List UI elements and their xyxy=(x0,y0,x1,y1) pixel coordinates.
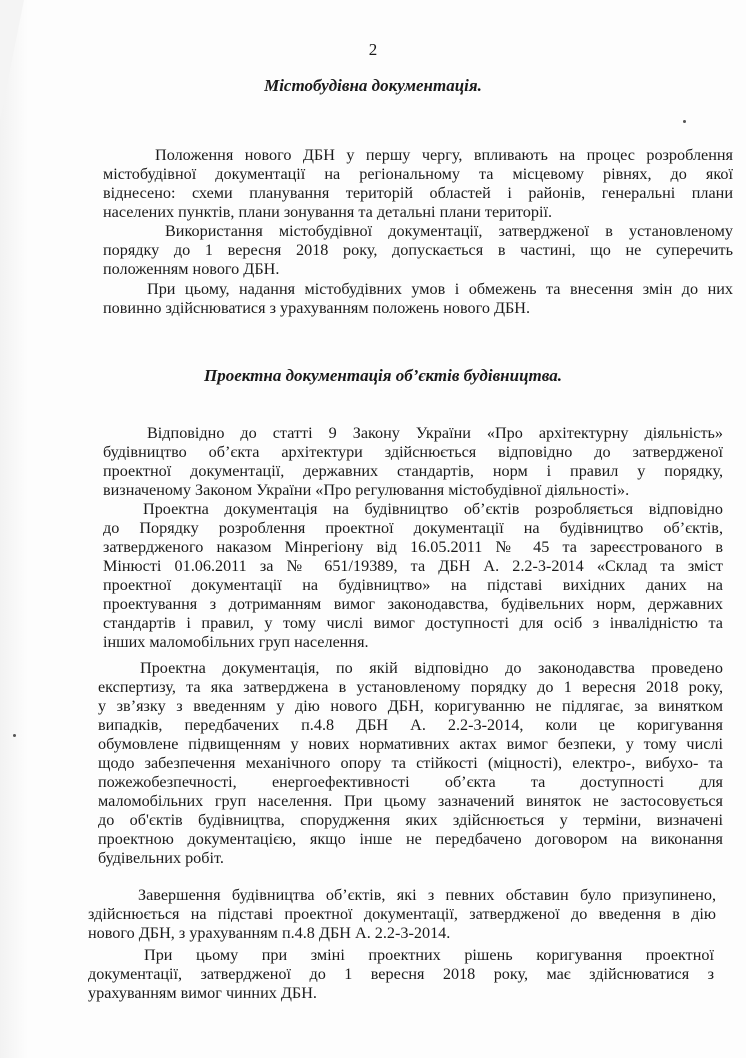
page-number: 2 xyxy=(368,40,378,59)
text-line: Проектна документація, по якій відповідно до законодавства проведено xyxy=(140,659,723,677)
text-line: здійснюється на підставі проектної документації, затвердженої до введення в дію xyxy=(88,905,716,923)
paragraph-1 xyxy=(103,146,733,222)
text-line: будівництво об’єкта архітектури здійснюється відповідно до затвердженої xyxy=(103,443,723,461)
text-line: Завершення будівництва об’єктів, які з певних обставин було призупинено, xyxy=(138,886,716,904)
paragraph-2 xyxy=(103,222,733,279)
text-line: Положення нового ДБН у першу чергу, впливають на процес розроблення xyxy=(155,146,733,164)
text-line: Проектна документація на будівництво об’єктів розробляється відповідно xyxy=(143,500,723,518)
text-line: до об'єктів будівництва, спорудження яких здійснюється у терміни, визначені xyxy=(98,811,723,829)
scan-edge-shadow xyxy=(0,0,28,1058)
text-line: повинно здійснюватися з урахуванням положень нового ДБН. xyxy=(103,299,531,317)
text-line: будівельних робіт. xyxy=(98,849,224,867)
text-line: проектної документації на будівництво» на підставі вихідних даних на xyxy=(103,576,723,594)
text-line: у зв’язку з введенням у дію нового ДБН, коригуванню не підлягає, за винятком xyxy=(98,697,723,715)
paragraph-5 xyxy=(103,500,723,652)
text-line: проектування з дотриманням вимог законодавства, будівельних норм, державних xyxy=(103,595,723,613)
text-line: документації, затвердженої до 1 вересня 2018 року, має здійснюватися з xyxy=(88,965,714,983)
text-line: При цьому, надання містобудівних умов і обмежень та внесення змін до них xyxy=(147,280,733,298)
section-title-project-documentation: Проектна документація об’єктів будівництва. xyxy=(204,366,562,385)
text-line: положенням нового ДБН. xyxy=(103,260,280,278)
paragraph-8 xyxy=(88,946,714,1003)
text-line: містобудівної документації на регіональному та місцевому рівнях, до якої xyxy=(103,165,733,183)
text-line: населених пунктів, плани зонування та детальні плани території. xyxy=(103,203,552,221)
paragraph-4 xyxy=(103,424,723,500)
text-line: Використання містобудівної документації, затвердженої в установленому xyxy=(165,222,733,240)
paragraph-6 xyxy=(98,659,723,868)
text-line: урахуванням вимог чинних ДБН. xyxy=(88,984,317,1002)
text-line: віднесено: схеми планування територій областей і районів, генеральні плани xyxy=(103,184,733,202)
text-line: випадків, передбачених п.4.8 ДБН А. 2.2-3-2014, коли це коригування xyxy=(98,716,723,734)
text-line: визначеному Законом України «Про регулювання містобудівної діяльності». xyxy=(103,481,630,499)
text-line: щодо забезпечення механічного опору та стійкості (міцності), електро-, вибухо- та xyxy=(98,754,723,772)
scan-speck xyxy=(13,734,16,737)
paragraph-3 xyxy=(103,280,733,318)
scan-speck xyxy=(683,120,686,123)
scan-corner-fold xyxy=(0,0,24,120)
text-line: При цьому при зміні проектних рішень коригування проектної xyxy=(144,946,714,964)
paragraph-7 xyxy=(88,886,716,943)
text-line: проектної документації, державних стандартів, норм і правил у порядку, xyxy=(103,462,723,480)
text-line: стандартів і правил, у тому числі вимог доступності для осіб з інвалідністю та xyxy=(103,614,723,632)
text-line: пожежобезпечності, енергоефективності об’єкта та доступності для xyxy=(98,773,723,791)
text-line: Мінюсті 01.06.2011 за № 651/19389, та ДБН А. 2.2-3-2014 «Склад та зміст xyxy=(103,557,723,575)
text-line: експертизу, та яка затверджена в установленому порядку до 1 вересня 2018 року, xyxy=(98,678,723,696)
text-line: проектною документацією, якщо інше не передбачено договором на виконання xyxy=(98,830,723,848)
section-title-urban-planning: Містобудівна документація. xyxy=(264,76,482,95)
text-line: маломобільних груп населення. При цьому зазначений виняток не застосовується xyxy=(98,792,723,810)
text-line: до Порядку розроблення проектної документації на будівництво об’єктів, xyxy=(103,519,723,537)
text-line: Відповідно до статті 9 Закону України «Про архітектурну діяльність» xyxy=(147,424,723,442)
text-line: інших маломобільних груп населення. xyxy=(103,633,369,651)
text-line: обумовлене підвищенням у нових нормативних актах вимог безпеки, у тому числі xyxy=(98,735,723,753)
text-line: затвердженого наказом Мінрегіону від 16.05.2011 № 45 та зареєстрованого в xyxy=(103,538,723,556)
text-line: порядку до 1 вересня 2018 року, допускається в частині, що не суперечить xyxy=(103,241,733,259)
text-line: нового ДБН, з урахуванням п.4.8 ДБН А. 2.2-3-2014. xyxy=(88,924,451,942)
